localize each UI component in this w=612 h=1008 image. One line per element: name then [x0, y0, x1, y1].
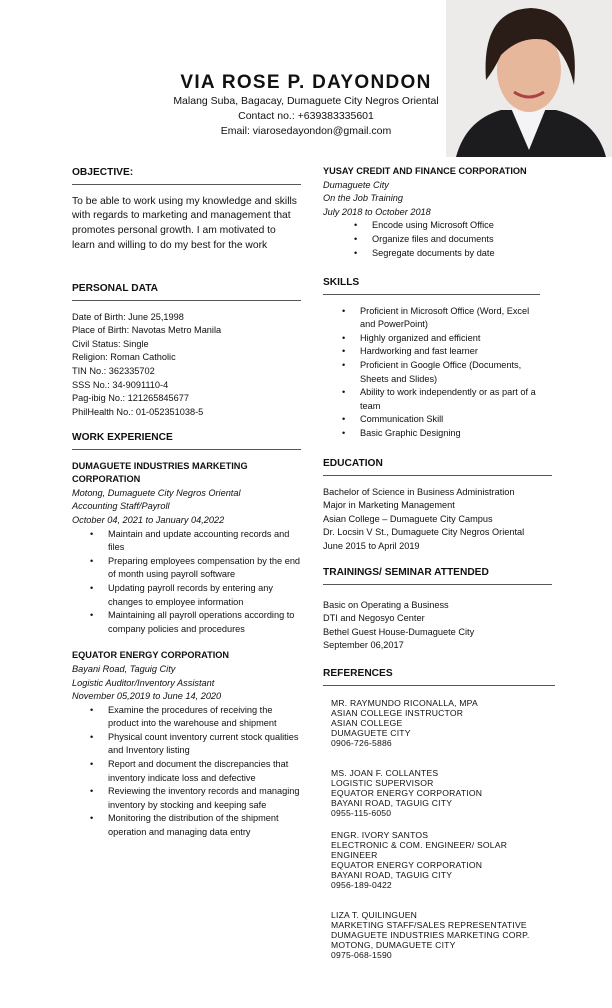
- references-section: [323, 667, 555, 972]
- personal-line: PhilHealth No.: 01-052351038-5: [72, 406, 204, 417]
- job-location: Motong, Dumaguete City Negros Oriental: [72, 487, 241, 498]
- job-dates: July 2018 to October 2018: [323, 206, 431, 217]
- job-duty: • Updating payroll records by entering any changes to employee information: [108, 582, 301, 609]
- objective-text: To be able to work using my knowledge and skills with regards to marketing and management that promotes personal growth. I am motivated to learn and willing to do my best for the work: [72, 195, 297, 251]
- reference-line: MARKETING STAFF/SALES REPRESENTATIVE: [331, 919, 527, 930]
- objective-heading: OBJECTIVE:: [72, 166, 301, 185]
- job-duty: • Organize files and documents: [372, 233, 553, 247]
- job-company: YUSAY CREDIT AND FINANCE CORPORATION: [323, 166, 527, 176]
- personal-line: SSS No.: 34-9091110-4: [72, 379, 169, 390]
- education-line: Bachelor of Science in Business Administration: [323, 486, 515, 497]
- education-line: Asian College – Dumaguete City Campus: [323, 513, 493, 524]
- reference-entry: [331, 830, 555, 890]
- job-entry: [323, 165, 553, 260]
- objective-section: [72, 166, 301, 254]
- reference-line: BAYANI ROAD, TAGUIG CITY: [331, 869, 453, 880]
- reference-line: 0975-068-1590: [331, 949, 392, 960]
- training-line: Bethel Guest House-Dumaguete City: [323, 626, 475, 637]
- skill-item: • Basic Graphic Designing: [360, 427, 540, 441]
- job-company: DUMAGUETE INDUSTRIES MARKETING CORPORATION: [72, 460, 248, 485]
- job-company: EQUATOR ENERGY CORPORATION: [72, 650, 230, 661]
- job-dates: November 05,2019 to June 14, 2020: [72, 691, 222, 702]
- job-location: Bayani Road, Taguig City: [72, 663, 176, 674]
- training-line: September 06,2017: [323, 640, 404, 651]
- contact-number: Contact no.: +639383335601: [238, 110, 374, 122]
- training-line: Basic on Operating a Business: [323, 599, 449, 610]
- job-role: Logistic Auditor/Inventory Assistant: [72, 677, 215, 688]
- skill-item: • Proficient in Google Office (Documents, Sheets and Slides): [360, 359, 540, 386]
- reference-entry: [331, 698, 555, 748]
- address: Malang Suba, Bagacay, Dumaguete City Negros Oriental: [173, 95, 439, 107]
- skill-item: • Communication Skill: [360, 413, 540, 427]
- reference-line: DUMAGUETE INDUSTRIES MARKETING CORP.: [331, 929, 530, 940]
- personal-data-heading: PERSONAL DATA: [72, 282, 301, 301]
- reference-line: LIZA T. QUILINGUEN: [331, 909, 418, 920]
- job-duty: • Report and document the discrepancies that inventory indicate loss and defective: [108, 758, 301, 785]
- job-duty: • Maintain and update accounting records and files: [108, 528, 301, 555]
- job-duty: • Reviewing the inventory records and managing inventory by stocking and keeping safe: [108, 785, 301, 812]
- personal-line: TIN No.: 362335702: [72, 365, 155, 376]
- job-duty: • Monitoring the distribution of the shipment operation and managing data entry: [108, 812, 301, 839]
- work-experience-heading: WORK EXPERIENCE: [72, 431, 301, 450]
- job-dates: October 04, 2021 to January 04,2022: [72, 514, 225, 525]
- job-duty: • Maintaining all payroll operations according to company policies and procedures: [108, 609, 301, 636]
- job-duty: • Preparing employees compensation by the end of month using payroll software: [108, 555, 301, 582]
- trainings-section: [323, 566, 552, 653]
- reference-line: 0906-726-5886: [331, 737, 392, 748]
- reference-line: 0956-189-0422: [331, 879, 392, 890]
- education-heading: EDUCATION: [323, 457, 552, 476]
- reference-line: MOTONG, DUMAGUETE CITY: [331, 939, 456, 950]
- reference-line: MR. RAYMUNDO RICONALLA, MPA: [331, 697, 478, 708]
- job-entry: [72, 460, 301, 637]
- education-section: [323, 457, 552, 554]
- education-line: Dr. Locsin V St., Dumaguete City Negros Oriental: [323, 527, 525, 538]
- trainings-heading: TRAININGS/ SEMINAR ATTENDED: [323, 566, 552, 585]
- skill-item: • Highly organized and efficient: [360, 332, 540, 346]
- work-experience-section: [72, 431, 301, 840]
- education-line: June 2015 to April 2019: [323, 540, 420, 551]
- reference-line: ASIAN COLLEGE: [331, 717, 403, 728]
- references-heading: REFERENCES: [323, 667, 555, 686]
- reference-line: ENGR. IVORY SANTOS: [331, 829, 429, 840]
- applicant-name: VIA ROSE P. DAYONDON: [180, 72, 432, 93]
- personal-data-section: [72, 282, 301, 419]
- job-duty: • Encode using Microsoft Office: [372, 219, 553, 233]
- reference-entry: [331, 910, 555, 960]
- skill-item: • Hardworking and fast learner: [360, 345, 540, 359]
- job-location: Dumaguete City: [323, 179, 389, 190]
- job-duty: • Segregate documents by date: [372, 247, 553, 261]
- reference-line: ASIAN COLLEGE INSTRUCTOR: [331, 707, 464, 718]
- reference-line: MS. JOAN F. COLLANTES: [331, 767, 439, 778]
- skills-section: [323, 276, 540, 441]
- email: Email: viarosedayondon@gmail.com: [220, 125, 392, 137]
- skills-heading: SKILLS: [323, 276, 540, 295]
- reference-line: EQUATOR ENERGY CORPORATION: [331, 859, 483, 870]
- skill-item: • Proficient in Microsoft Office (Word, Excel and PowerPoint): [360, 305, 540, 332]
- reference-line: 0955-115-6050: [331, 807, 392, 818]
- job-duty: • Physical count inventory current stock qualities and Inventory listing: [108, 731, 301, 758]
- personal-line: Religion: Roman Catholic: [72, 352, 176, 363]
- personal-line: Civil Status: Single: [72, 338, 149, 349]
- personal-line: Pag-ibig No.: 121265845677: [72, 393, 189, 404]
- reference-entry: [331, 768, 555, 818]
- training-line: DTI and Negosyo Center: [323, 613, 425, 624]
- reference-line: ELECTRONIC & COM. ENGINEER/ SOLAR ENGINEER: [331, 839, 508, 860]
- personal-line: Place of Birth: Navotas Metro Manila: [72, 325, 222, 336]
- job-entry: [72, 649, 301, 839]
- reference-line: DUMAGUETE CITY: [331, 727, 411, 738]
- reference-line: BAYANI ROAD, TAGUIG CITY: [331, 797, 453, 808]
- job-role: On the Job Training: [323, 193, 404, 204]
- job-duty: • Examine the procedures of receiving the product into the warehouse and shipment: [108, 704, 301, 731]
- personal-line: Date of Birth: June 25,1998: [72, 311, 184, 322]
- reference-line: EQUATOR ENERGY CORPORATION: [331, 787, 483, 798]
- education-line: Major in Marketing Management: [323, 500, 455, 511]
- reference-line: LOGISTIC SUPERVISOR: [331, 777, 434, 788]
- job-role: Accounting Staff/Payroll: [72, 501, 170, 512]
- skill-item: • Ability to work independently or as part of a team: [360, 386, 540, 413]
- profile-photo: [446, 0, 612, 157]
